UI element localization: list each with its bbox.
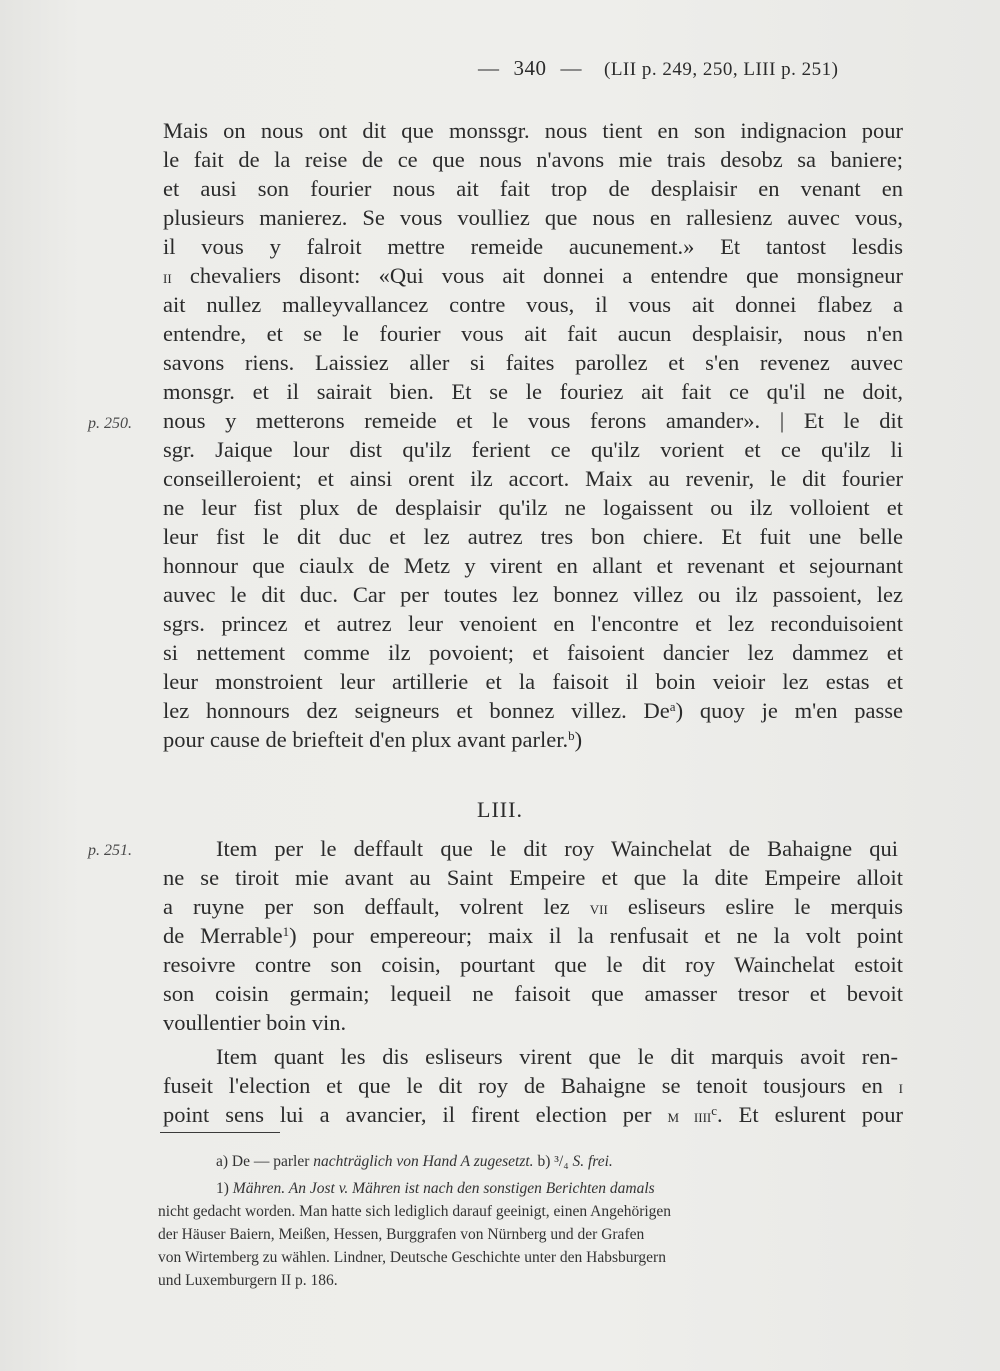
text-line: ne se tiroit mie avant au Saint Empeire et que la dite Empeire alloit	[163, 865, 903, 890]
text-segment: ) pour empereour; maix il la renfusait et ne la volt point	[289, 923, 903, 948]
text-line: plusieurs manierez. Se vous voulliez que nous en rallesienz auvec vous,	[163, 205, 903, 230]
text-line: Mais on nous ont dit que monssgr. nous tient en son indignacion pour	[163, 118, 903, 143]
roman-numeral: i	[898, 1077, 903, 1097]
footnote-marker-1: 1	[282, 924, 290, 939]
text-line: et ausi son fourier nous ait fait trop de desplaisir en venant en	[163, 176, 903, 201]
margin-note-p251: p. 251.	[88, 842, 132, 859]
text-line	[163, 1071, 903, 1102]
running-header	[478, 56, 898, 81]
text-line	[163, 725, 903, 754]
text-line: conseilleroient; et ainsi orent ilz accort. Maix au revenir, le dit fourier	[163, 466, 903, 491]
text-line: sgrs. princez et autrez leur venoient en l'encontre et lez reconduisoient	[163, 611, 903, 636]
footnote-label: 1)	[216, 1180, 229, 1197]
text-line: son coisin germain; lequeil ne faisoit que amasser tresor et bevoit	[163, 981, 903, 1006]
text-line: nous y metterons remeide et le vous ferons amander». | Et le dit	[163, 408, 903, 433]
text-line: monsgr. et il sairait bien. Et se le fouriez ait fait ce qu'il ne doit,	[163, 379, 903, 404]
text-line	[163, 1100, 903, 1131]
text-segment: chevaliers disont: «Qui vous ait donnei a entendre que monsigneur	[189, 263, 904, 288]
text-line: sgr. Jaique lour dist qu'ilz ferient ce qu'ilz vorient et ce qu'ilz li	[163, 437, 903, 462]
text-line: voullentier boin vin.	[163, 1010, 347, 1035]
footnote-label: b)	[537, 1153, 551, 1170]
text-segment: pour cause de briefteit d'en plux avant parler.	[163, 727, 569, 752]
text-segment: fuseit l'election et que le dit roy de Bahaigne se tenoit tousjours en	[163, 1073, 883, 1098]
footnote-1-line: der Häuser Baiern, Meißen, Hessen, Burggrafen von Nürnberg und der Grafen	[158, 1226, 645, 1243]
text-line: Item per le deffault que le dit roy Wainchelat de Bahaigne qui	[216, 836, 898, 861]
text-line: Item quant les dis esliseurs virent que le dit marquis avoit ren-	[216, 1044, 898, 1069]
footnote-marker-c: c	[711, 1103, 718, 1118]
footnote-text: De — parler	[231, 1153, 310, 1170]
footnote-marker-b: b	[568, 728, 575, 743]
text-segment: ) quoy je m'en passe	[675, 698, 903, 723]
footnote-a-b	[216, 1150, 956, 1174]
text-segment: a ruyne per son deffault, volrent lez	[163, 894, 570, 919]
footnote-rule	[160, 1132, 280, 1133]
text-line: le fait de la reise de ce que nous n'avons mie trais desobz sa baniere;	[163, 147, 903, 172]
roman-numeral: vii	[589, 898, 608, 918]
text-line: ne leur fist plux de desplaisir qu'ilz ne logaissent ou ilz volloient et	[163, 495, 903, 520]
footnote-label: a)	[216, 1153, 229, 1170]
text-line: auvec le dit duc. Car per toutes lez bonnez villez ou ilz passoient, lez	[163, 582, 903, 607]
footnote-1-line: von Wirtemberg zu wählen. Lindner, Deutsche Geschichte unter den Habsburgern	[158, 1249, 666, 1266]
header-dash-left: —	[478, 56, 500, 80]
text-segment: point sens lui a avancier, il firent election per	[163, 1102, 652, 1127]
roman-numeral: m iiii	[667, 1106, 712, 1126]
header-dash-right: —	[560, 56, 582, 80]
footnote-text: S. frei.	[572, 1153, 613, 1170]
footnote-text: nachträglich von Hand A zugesetzt.	[313, 1153, 534, 1170]
footnote-1-line: nicht gedacht worden. Man hatte sich lediglich darauf geeinigt, einen Angehörigen	[158, 1203, 672, 1220]
text-segment: )	[574, 727, 583, 752]
text-line	[163, 696, 903, 725]
text-line	[163, 892, 903, 923]
page-number: 340	[513, 56, 547, 80]
text-segment: . Et eslurent pour	[717, 1102, 903, 1127]
text-line: savons riens. Laissiez aller si faites parollez et s'en revenez auvec	[163, 350, 903, 375]
text-segment: esliseurs eslire le merquis	[627, 894, 903, 919]
footnote-1-line: und Luxemburgern II p. 186.	[158, 1272, 338, 1289]
footnote-fraction: ³/₄	[554, 1153, 569, 1170]
text-line	[163, 921, 903, 950]
margin-note-p250: p. 250.	[88, 415, 132, 432]
text-line: honnour que ciaulx de Metz y virent en allant et revenant et sejournant	[163, 553, 903, 578]
section-heading: LIII.	[477, 797, 523, 822]
text-line: leur monstroient leur artillerie et la faisoit il boin veioir lez estas et	[163, 669, 903, 694]
text-line: si nettement comme ilz povoient; et faisoient dancier lez dammez et	[163, 640, 903, 665]
text-line: ait nullez malleyvallancez contre vous, il vous ait donnei flabez a	[163, 292, 903, 317]
text-line: entendre, et se le fourier vous ait fait aucun desplaisir, nous n'en	[163, 321, 903, 346]
text-segment: de Merrable	[163, 923, 283, 948]
text-line: leur fist le dit duc et lez autrez tres bon chiere. Et fuit une belle	[163, 524, 903, 549]
roman-numeral: ii	[163, 267, 172, 287]
footnote-1-line	[216, 1177, 956, 1201]
text-segment: lez honnours dez seigneurs et bonnez villez. De	[163, 698, 670, 723]
footnote-marker-a: a	[669, 699, 676, 714]
header-reference: (LII p. 249, 250, LIII p. 251)	[604, 59, 839, 80]
footnote-text: Mähren. An Jost v. Mähren ist nach den sonstigen Berichten damals	[232, 1180, 655, 1197]
text-line: resoivre contre son coisin, pourtant que le dit roy Wainchelat estoit	[163, 952, 903, 977]
text-line	[163, 261, 903, 292]
text-line: il vous y falroit mettre remeide aucunement.» Et tantost lesdis	[163, 234, 903, 259]
